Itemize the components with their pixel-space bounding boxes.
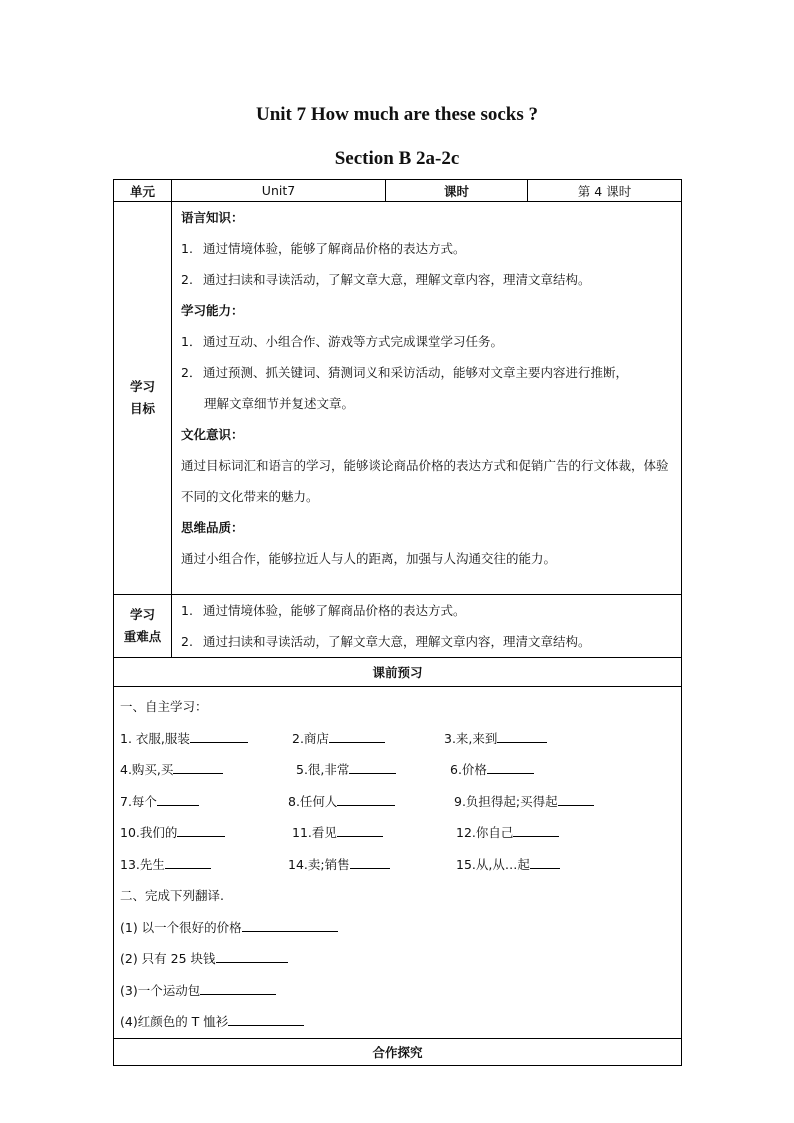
learning-ability-title: 学习能力： xyxy=(181,303,244,318)
list-item-number: 1. xyxy=(181,603,193,618)
translate-title: 二、完成下列翻译. xyxy=(120,888,224,903)
cultural-awareness-title: 文化意识： xyxy=(181,427,244,442)
vocab-row xyxy=(120,723,675,755)
keypoints-label-line2: 重难点 xyxy=(123,629,162,644)
vocab-item: 6.价格 xyxy=(450,754,534,786)
objectives-row xyxy=(114,202,682,595)
vocab-row xyxy=(120,786,675,818)
list-item-number: 1． xyxy=(181,334,202,349)
vocab-row xyxy=(120,817,675,849)
vocab-row xyxy=(120,754,675,786)
preview-content-row xyxy=(114,687,682,1039)
vocab-item: 5.很,非常 xyxy=(296,754,396,786)
page-title: Unit 7 How much are these socks ? xyxy=(255,104,538,125)
list-item-text: 通过情境体验，能够了解商品价格的表达方式。 xyxy=(203,241,466,256)
cooperation-section-title: 合作探究 xyxy=(114,1038,682,1065)
cooperation-title-row xyxy=(114,1038,682,1065)
preview-title-row xyxy=(114,658,682,687)
vocab-item: 15.从,从…起 xyxy=(456,849,560,881)
vocab-item: 12.你自己 xyxy=(456,817,559,849)
keypoints-content xyxy=(172,595,682,658)
list-item-text: 通过扫读和寻读活动，了解文章大意，理解文章内容，理清文章结构。 xyxy=(203,634,591,649)
preview-section-title: 课前预习 xyxy=(114,658,682,687)
vocab-item: 3.来,来到 xyxy=(444,723,547,755)
thinking-quality-text: 通过小组合作，能够拉近人与人的距离，加强与人沟通交往的能力。 xyxy=(181,551,557,566)
vocab-item: 1. 衣服,服装 xyxy=(120,723,248,755)
vocab-item: 10.我们的 xyxy=(120,817,225,849)
list-item xyxy=(181,233,673,264)
cultural-awareness-text: 通过目标词汇和语言的学习，能够谈论商品价格的表达方式和促销广告的行文体裁，体验不同的文化带来的魅力。 xyxy=(181,458,669,504)
lesson-label: 课时 xyxy=(386,180,528,202)
list-item xyxy=(181,595,673,626)
list-item-number: 2. xyxy=(181,272,193,287)
language-knowledge-title: 语言知识： xyxy=(181,210,244,225)
vocab-item: 13.先生 xyxy=(120,849,211,881)
vocab-item: 7.每个 xyxy=(120,786,199,818)
list-item-number: 2. xyxy=(181,634,193,649)
translate-item: (4)红颜色的 T 恤衫 xyxy=(120,1006,675,1038)
unit-value: Unit7 xyxy=(172,180,386,202)
vocab-item: 4.购买,买 xyxy=(120,754,223,786)
preview-content xyxy=(114,687,682,1039)
list-item-text: 通过扫读和寻读活动，了解文章大意，理解文章内容，理清文章结构。 xyxy=(203,272,591,287)
keypoints-label xyxy=(114,595,172,658)
list-item xyxy=(181,626,673,657)
list-item xyxy=(181,264,673,295)
objectives-label-line1: 学习 xyxy=(129,379,155,394)
vocab-item: 9.负担得起;买得起 xyxy=(454,786,594,818)
unit-label: 单元 xyxy=(114,180,172,202)
vocab-item: 11.看见 xyxy=(292,817,383,849)
self-study-title: 一、自主学习： xyxy=(120,699,208,714)
translate-item: (3)一个运动包 xyxy=(120,975,675,1007)
objectives-label-line2: 目标 xyxy=(129,401,155,416)
list-item-text: 通过预测、抓关键词、猜测词义和采访活动，能够对文章主要内容进行推断， xyxy=(203,365,629,380)
lesson-value: 第 4 课时 xyxy=(528,180,682,202)
vocab-item: 8.任何人 xyxy=(288,786,395,818)
keypoints-row xyxy=(114,595,682,658)
keypoints-label-line1: 学习 xyxy=(129,607,155,622)
list-item xyxy=(181,326,673,357)
vocab-item: 2.商店 xyxy=(292,723,385,755)
objectives-label xyxy=(114,202,172,595)
list-item xyxy=(181,357,673,388)
vocab-row xyxy=(120,849,675,881)
header-row xyxy=(114,180,682,202)
list-item-text: 通过情境体验，能够了解商品价格的表达方式。 xyxy=(203,603,466,618)
lesson-plan-table xyxy=(113,179,682,1066)
list-item-text: 通过互动、小组合作、游戏等方式完成课堂学习任务。 xyxy=(203,334,504,349)
thinking-quality-title: 思维品质： xyxy=(181,520,244,535)
translate-item: (2) 只有 25 块钱 xyxy=(120,943,675,975)
objectives-content xyxy=(172,202,682,595)
list-item-number: 2． xyxy=(181,365,202,380)
page-subtitle: Section B 2a-2c xyxy=(334,148,460,169)
list-item-continuation: 理解文章细节并复述文章。 xyxy=(204,396,355,411)
list-item-number: 1. xyxy=(181,241,193,256)
translate-item: (1) 以一个很好的价格 xyxy=(120,912,675,944)
vocab-item: 14.卖;销售 xyxy=(288,849,390,881)
